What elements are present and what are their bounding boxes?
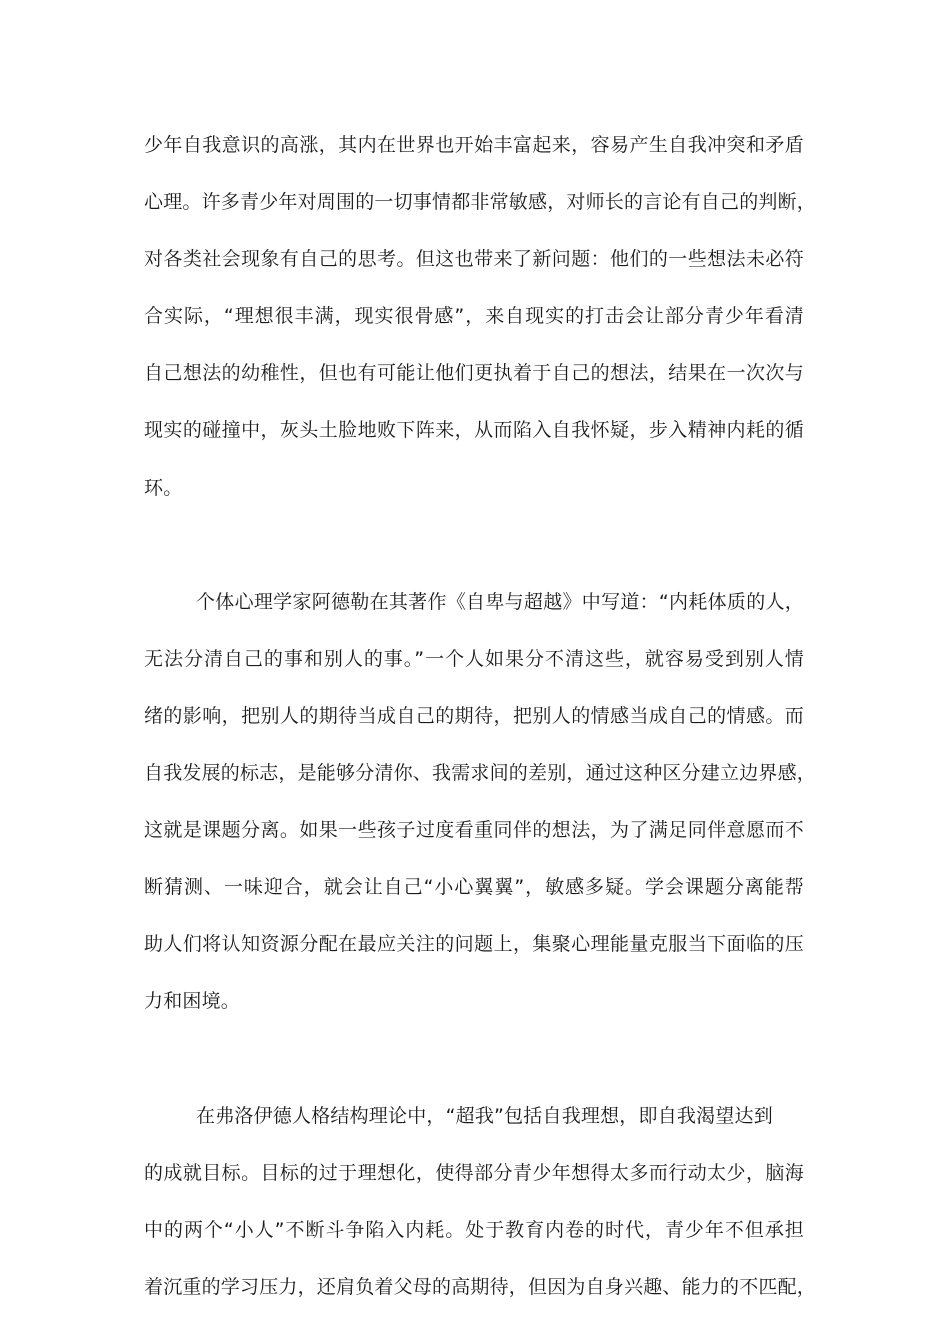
text-line: 助人们将认知资源分配在最应关注的问题上，集聚心理能量克服当下面临的压 (144, 933, 804, 956)
text-line: 在弗洛伊德人格结构理论中，“超我”包括自我理想，即自我渴望达到 (196, 1104, 773, 1127)
text-line: 断猜测、一味迎合，就会让自己“小心翼翼”，敏感多疑。学会课题分离能帮 (144, 876, 804, 899)
body-text (144, 122, 817, 1321)
text-line: 绪的影响，把别人的期待当成自己的期待，把别人的情感当成自己的情感。而 (144, 704, 804, 727)
text-line: 无法分清自己的事和别人的事。”一个人如果分不清这些，就容易受到别人情 (144, 647, 804, 670)
paragraph-spacer (144, 522, 804, 579)
paragraph-spacer (144, 1036, 804, 1093)
text-line: 个体心理学家阿德勒在其著作《自卑与超越》中写道：“内耗体质的人， (196, 590, 804, 613)
text-line: 心理。许多青少年对周围的一切事情都非常敏感，对师长的言论有自己的判断， (144, 191, 817, 214)
paragraph-3 (144, 1093, 817, 1321)
text-line: 自我发展的标志，是能够分清你、我需求间的差别，通过这种区分建立边界感， (144, 762, 817, 785)
text-line: 这就是课题分离。如果一些孩子过度看重同伴的想法，为了满足同伴意愿而不 (144, 819, 804, 842)
text-line: 力和困境。 (144, 990, 241, 1013)
text-line: 着沉重的学习压力，还肩负着父母的高期待，但因为自身兴趣、能力的不匹配， (144, 1275, 817, 1298)
paragraph-1 (144, 122, 817, 522)
text-line: 自己想法的幼稚性，但也有可能让他们更执着于自己的想法，结果在一次次与 (144, 362, 804, 385)
text-line: 环。 (144, 476, 183, 499)
text-line: 的成就目标。目标的过于理想化，使得部分青少年想得太多而行动太少，脑海 (144, 1161, 804, 1184)
text-line: 少年自我意识的高涨，其内在世界也开始丰富起来，容易产生自我冲突和矛盾 (144, 134, 804, 156)
paragraph-2 (144, 579, 817, 1036)
text-line: 现实的碰撞中，灰头土脸地败下阵来，从而陷入自我怀疑，步入精神内耗的循 (144, 419, 804, 442)
text-line: 中的两个“小人”不断斗争陷入内耗。处于教育内卷的时代，青少年不但承担 (144, 1218, 804, 1241)
text-line: 合实际，“理想很丰满，现实很骨感”，来自现实的打击会让部分青少年看清 (144, 305, 804, 328)
text-line: 对各类社会现象有自己的思考。但这也带来了新问题：他们的一些想法未必符 (144, 248, 804, 271)
